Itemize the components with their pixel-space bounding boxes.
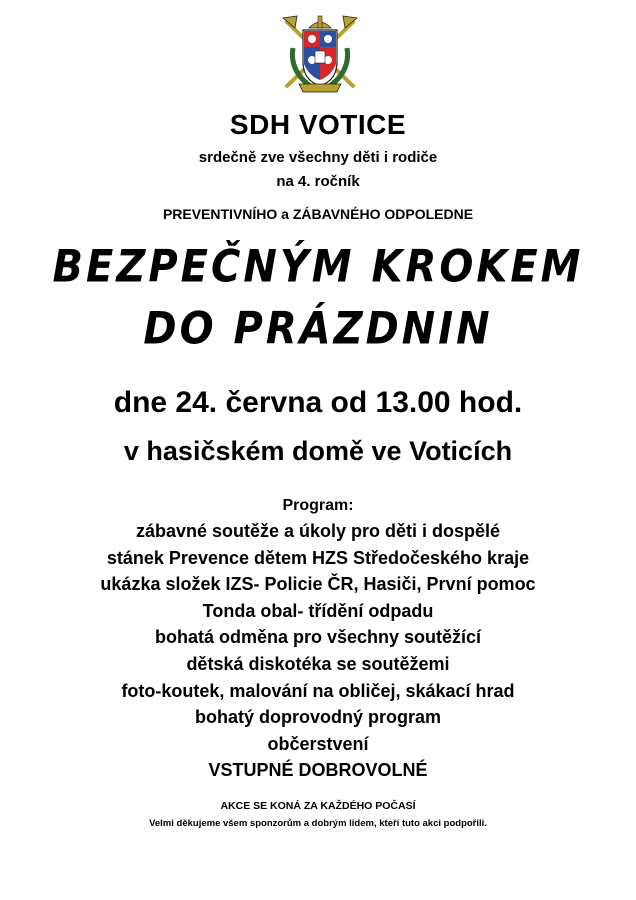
organization-name: SDH VOTICE bbox=[229, 109, 407, 140]
invitation-line-2: na 4. ročník bbox=[276, 173, 360, 190]
program-item: VSTUPNÉ DOBROVOLNÉ bbox=[208, 760, 428, 781]
headline-line-1: BEZPEČNÝM KROKEM bbox=[52, 241, 584, 293]
program-list bbox=[0, 518, 636, 784]
program-item: bohatá odměna pro všechny soutěžící bbox=[154, 627, 482, 648]
program-item: stánek Prevence dětem HZS Středočeského kraje bbox=[106, 547, 530, 568]
program-item: foto-koutek, malování na obličej, skákací hrad bbox=[121, 680, 515, 701]
program-item: bohatý doprovodný program bbox=[194, 707, 441, 728]
weather-note: AKCE SE KONÁ ZA KAŽDÉHO POČASÍ bbox=[220, 800, 416, 812]
sponsor-thanks: Velmi děkujeme všem sponzorům a dobrým lidem, kteří tuto akci podpořili. bbox=[149, 818, 487, 829]
event-place: v hasičském domě ve Voticích bbox=[123, 436, 513, 466]
headline-line-2: DO PRÁZDNIN bbox=[143, 303, 493, 355]
program-heading: Program: bbox=[282, 497, 354, 514]
event-type: PREVENTIVNÍHO a ZÁBAVNÉHO ODPOLEDNE bbox=[162, 206, 474, 222]
fire-brigade-emblem-icon bbox=[279, 14, 361, 94]
program-item: dětská diskotéka se soutěžemi bbox=[186, 653, 450, 674]
program-item: ukázka složek IZS- Policie ČR, Hasiči, První pomoc bbox=[100, 574, 536, 595]
invitation-line-1: srdečně zve všechny děti i rodiče bbox=[198, 149, 438, 166]
event-date: dne 24. června od 13.00 hod. bbox=[113, 386, 523, 419]
program-item: Tonda obal- třídění odpadu bbox=[202, 600, 434, 621]
program-item: zábavné soutěže a úkoly pro děti i dospělé bbox=[135, 521, 501, 541]
program-item: občerstvení bbox=[267, 733, 369, 754]
